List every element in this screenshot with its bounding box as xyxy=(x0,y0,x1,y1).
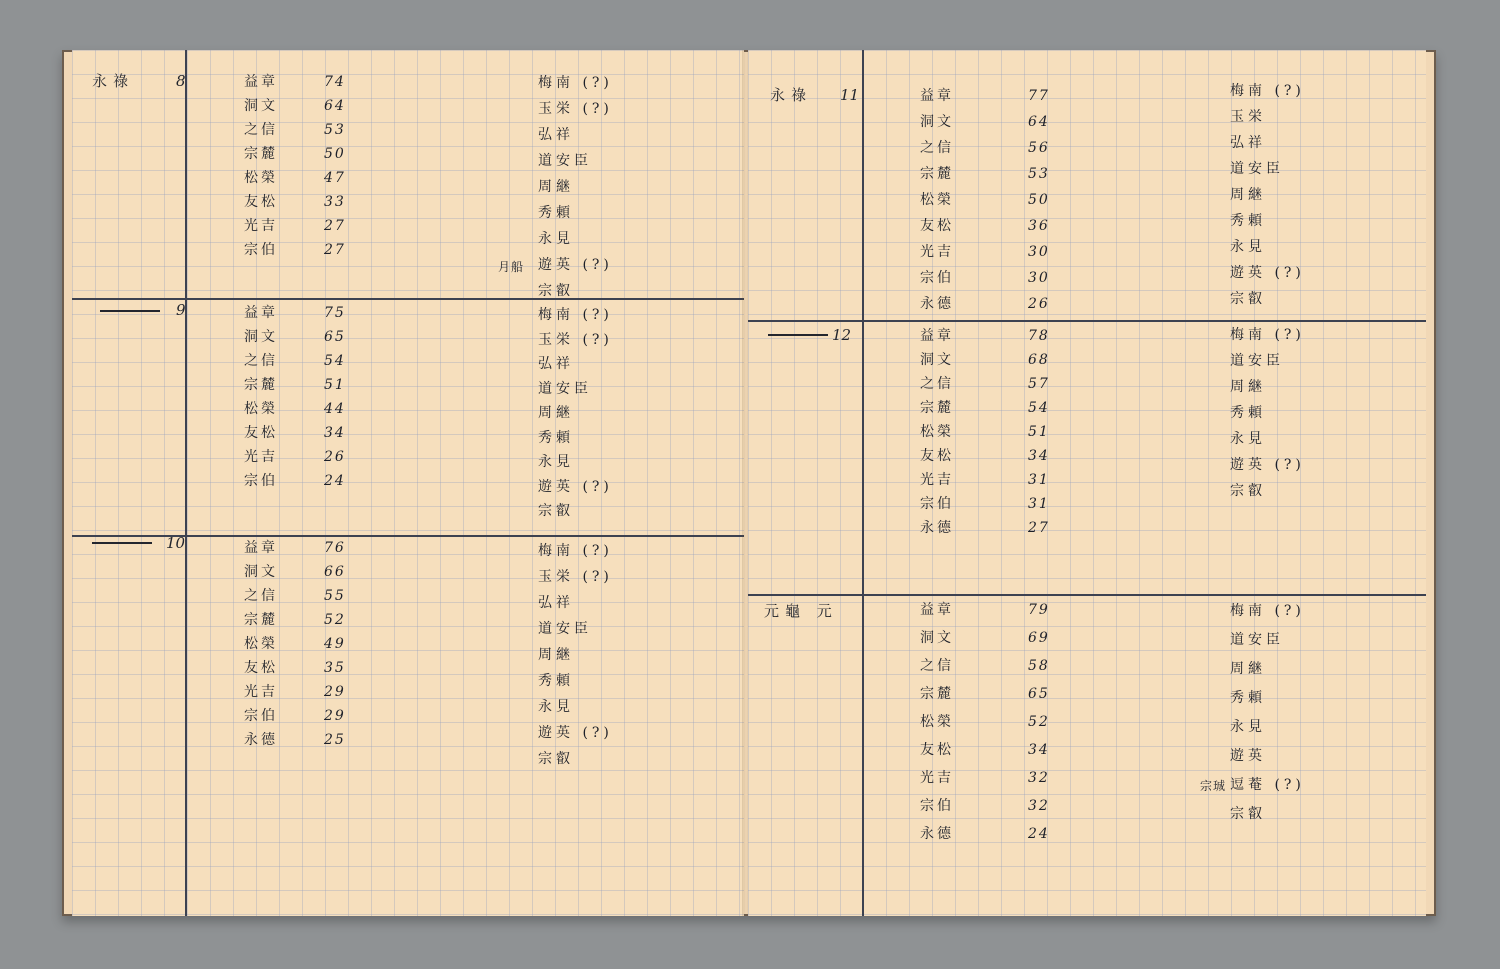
age-entry: 66 xyxy=(324,564,346,580)
age-column xyxy=(1028,324,1050,540)
age-entry: 34 xyxy=(1028,448,1050,464)
secondary-name-entry: 遊英 (?) xyxy=(1230,265,1305,281)
name-entry: 洞文 xyxy=(244,98,278,114)
secondary-name-entry: 秀頼 xyxy=(538,673,574,689)
name-column xyxy=(244,536,278,752)
name-entry: 永德 xyxy=(244,732,278,748)
secondary-name-entry: 宗叡 xyxy=(1230,806,1266,822)
age-entry: 65 xyxy=(324,329,346,345)
secondary-name-entry: 玉栄 (?) xyxy=(538,101,613,117)
age-entry: 30 xyxy=(1028,244,1050,260)
name-entry: 洞文 xyxy=(920,630,954,646)
age-entry: 25 xyxy=(324,732,346,748)
name-entry: 洞文 xyxy=(920,352,954,368)
repeat-era-dash xyxy=(100,310,160,312)
age-entry: 76 xyxy=(324,540,346,556)
name-entry: 益章 xyxy=(920,88,954,104)
secondary-name-entry: 秀頼 xyxy=(1230,690,1266,706)
age-entry: 33 xyxy=(324,194,346,210)
age-entry: 31 xyxy=(1028,496,1050,512)
secondary-name-column xyxy=(1230,322,1305,504)
age-entry: 52 xyxy=(1028,714,1050,730)
secondary-name-column xyxy=(538,303,613,524)
secondary-name-entry: 梅南 (?) xyxy=(538,543,613,559)
name-entry: 宗麓 xyxy=(920,166,954,182)
name-entry: 松榮 xyxy=(244,636,278,652)
name-column xyxy=(920,324,954,540)
name-entry: 宗麓 xyxy=(920,400,954,416)
name-entry: 永德 xyxy=(920,296,954,312)
age-entry: 53 xyxy=(324,122,346,138)
name-entry: 松榮 xyxy=(244,170,278,186)
age-entry: 51 xyxy=(324,377,346,393)
age-entry: 58 xyxy=(1028,658,1050,674)
secondary-name-entry: 遊英 xyxy=(1230,748,1266,764)
secondary-name-entry: 道安臣 xyxy=(1230,161,1284,177)
name-entry: 友松 xyxy=(920,218,954,234)
name-entry: 宗伯 xyxy=(244,708,278,724)
secondary-name-entry: 道安臣 xyxy=(538,153,592,169)
name-entry: 之信 xyxy=(244,353,278,369)
secondary-name-entry: 遊英 (?) xyxy=(1230,457,1305,473)
secondary-name-entry: 遊英 (?) xyxy=(538,257,613,273)
secondary-name-entry: 秀頼 xyxy=(1230,213,1266,229)
name-column xyxy=(920,84,954,318)
name-entry: 宗麓 xyxy=(244,377,278,393)
name-entry: 宗伯 xyxy=(244,473,278,489)
secondary-name-entry: 遊英 (?) xyxy=(538,725,613,741)
name-entry: 松榮 xyxy=(920,424,954,440)
secondary-name-column xyxy=(538,538,613,772)
secondary-name-entry: 宗叡 xyxy=(538,751,574,767)
age-entry: 79 xyxy=(1028,602,1050,618)
age-entry: 49 xyxy=(324,636,346,652)
age-column xyxy=(1028,84,1050,318)
age-entry: 50 xyxy=(1028,192,1050,208)
secondary-name-entry: 永見 xyxy=(1230,239,1266,255)
name-entry: 光吉 xyxy=(920,472,954,488)
age-entry: 32 xyxy=(1028,770,1050,786)
repeat-era-dash xyxy=(92,542,152,544)
age-entry: 36 xyxy=(1028,218,1050,234)
age-column xyxy=(324,70,346,262)
age-entry: 69 xyxy=(1028,630,1050,646)
name-column xyxy=(244,70,278,262)
age-column xyxy=(1028,598,1050,850)
name-entry: 益章 xyxy=(244,305,278,321)
secondary-name-entry: 宗叡 xyxy=(538,283,574,299)
secondary-name-entry: 永見 xyxy=(538,231,574,247)
age-entry: 26 xyxy=(324,449,346,465)
year-label: 8 xyxy=(176,72,186,90)
name-entry: 松榮 xyxy=(920,714,954,730)
name-entry: 之信 xyxy=(920,140,954,156)
name-entry: 光吉 xyxy=(920,770,954,786)
secondary-name-entry: 周継 xyxy=(1230,379,1266,395)
age-entry: 65 xyxy=(1028,686,1050,702)
secondary-name-entry: 永見 xyxy=(538,699,574,715)
name-entry: 松榮 xyxy=(244,401,278,417)
secondary-name-entry: 逗菴 (?) xyxy=(1230,777,1305,793)
name-entry: 宗伯 xyxy=(244,242,278,258)
name-entry: 光吉 xyxy=(244,684,278,700)
name-entry: 之信 xyxy=(244,588,278,604)
secondary-name-entry: 秀頼 xyxy=(538,429,574,446)
secondary-name-entry: 宗叡 xyxy=(538,503,574,519)
name-entry: 宗伯 xyxy=(920,270,954,286)
age-entry: 27 xyxy=(324,242,346,258)
name-entry: 益章 xyxy=(920,602,954,618)
secondary-name-entry: 周継 xyxy=(538,179,574,195)
age-entry: 50 xyxy=(324,146,346,162)
secondary-name-column xyxy=(538,70,613,304)
age-column xyxy=(324,301,346,493)
age-entry: 55 xyxy=(324,588,346,604)
year-label: 11 xyxy=(840,86,860,104)
secondary-name-entry: 宗叡 xyxy=(1230,291,1266,307)
age-entry: 74 xyxy=(324,74,346,90)
secondary-name-entry: 玉栄 (?) xyxy=(538,331,613,348)
era-label: 元龜 元 xyxy=(764,602,838,620)
age-entry: 29 xyxy=(324,684,346,700)
age-entry: 24 xyxy=(324,473,346,489)
secondary-name-entry: 道安臣 xyxy=(1230,632,1284,648)
secondary-name-entry: 玉栄 xyxy=(1230,109,1266,125)
name-entry: 之信 xyxy=(920,376,954,392)
left-page xyxy=(72,50,744,916)
name-entry: 友松 xyxy=(244,660,278,676)
age-entry: 34 xyxy=(324,425,346,441)
secondary-name-entry: 永見 xyxy=(1230,431,1266,447)
age-entry: 30 xyxy=(1028,270,1050,286)
secondary-name-entry: 遊英 (?) xyxy=(538,478,613,495)
secondary-name-entry: 梅南 (?) xyxy=(1230,327,1305,343)
left-margin-rule xyxy=(185,50,187,916)
repeat-era-dash xyxy=(768,334,828,336)
secondary-name-entry: 弘祥 xyxy=(1230,135,1266,151)
divider-rule xyxy=(748,594,1426,596)
age-entry: 32 xyxy=(1028,798,1050,814)
secondary-name-entry: 弘祥 xyxy=(538,127,574,143)
era-label: 永祿 xyxy=(770,86,813,104)
name-entry: 光吉 xyxy=(244,449,278,465)
age-entry: 77 xyxy=(1028,88,1050,104)
name-entry: 宗麓 xyxy=(244,146,278,162)
age-entry: 44 xyxy=(324,401,346,417)
name-entry: 友松 xyxy=(244,425,278,441)
secondary-name-entry: 梅南 (?) xyxy=(538,75,613,91)
secondary-name-entry: 梅南 (?) xyxy=(1230,603,1305,619)
secondary-name-entry: 弘祥 xyxy=(538,595,574,611)
age-entry: 47 xyxy=(324,170,346,186)
name-entry: 宗麓 xyxy=(920,686,954,702)
name-entry: 永德 xyxy=(920,826,954,842)
age-entry: 75 xyxy=(324,305,346,321)
age-entry: 64 xyxy=(1028,114,1050,130)
age-entry: 68 xyxy=(1028,352,1050,368)
name-column xyxy=(920,598,954,850)
right-page xyxy=(748,50,1426,916)
name-entry: 宗伯 xyxy=(920,496,954,512)
secondary-name-entry: 周継 xyxy=(1230,661,1266,677)
name-entry: 宗伯 xyxy=(920,798,954,814)
name-entry: 光吉 xyxy=(244,218,278,234)
secondary-name-entry: 道安臣 xyxy=(1230,353,1284,369)
secondary-name-entry: 玉栄 (?) xyxy=(538,569,613,585)
age-entry: 54 xyxy=(324,353,346,369)
secondary-name-entry: 永見 xyxy=(1230,719,1266,735)
secondary-name-entry: 梅南 (?) xyxy=(1230,83,1305,99)
margin-annotation: 宗珹 xyxy=(1200,779,1227,793)
age-entry: 51 xyxy=(1028,424,1050,440)
year-label: 10 xyxy=(166,534,186,552)
name-entry: 友松 xyxy=(920,742,954,758)
age-entry: 27 xyxy=(324,218,346,234)
age-entry: 56 xyxy=(1028,140,1050,156)
age-entry: 53 xyxy=(1028,166,1050,182)
age-entry: 27 xyxy=(1028,520,1050,536)
name-entry: 洞文 xyxy=(244,564,278,580)
age-entry: 31 xyxy=(1028,472,1050,488)
secondary-name-column xyxy=(1230,78,1305,312)
secondary-name-entry: 道安臣 xyxy=(538,621,592,637)
name-entry: 洞文 xyxy=(920,114,954,130)
secondary-name-entry: 周継 xyxy=(1230,187,1266,203)
name-entry: 光吉 xyxy=(920,244,954,260)
name-entry: 友松 xyxy=(920,448,954,464)
divider-rule xyxy=(72,298,744,300)
divider-rule xyxy=(748,320,1426,322)
secondary-name-entry: 永見 xyxy=(538,454,574,470)
name-entry: 益章 xyxy=(244,540,278,556)
name-entry: 益章 xyxy=(244,74,278,90)
year-label: 9 xyxy=(176,301,186,319)
age-entry: 24 xyxy=(1028,826,1050,842)
name-entry: 之信 xyxy=(244,122,278,138)
age-entry: 26 xyxy=(1028,296,1050,312)
left-margin-rule xyxy=(862,50,864,916)
year-label: 12 xyxy=(832,326,852,344)
notebook-spread xyxy=(62,50,1436,916)
age-entry: 52 xyxy=(324,612,346,628)
secondary-name-entry: 道安臣 xyxy=(538,380,592,397)
secondary-name-entry: 梅南 (?) xyxy=(538,307,613,323)
name-column xyxy=(244,301,278,493)
age-entry: 57 xyxy=(1028,376,1050,392)
secondary-name-entry: 秀頼 xyxy=(538,205,574,221)
age-entry: 64 xyxy=(324,98,346,114)
margin-annotation: 月船 xyxy=(498,260,525,274)
name-entry: 永德 xyxy=(920,520,954,536)
secondary-name-entry: 宗叡 xyxy=(1230,483,1266,499)
age-column xyxy=(324,536,346,752)
secondary-name-column xyxy=(1230,598,1305,830)
name-entry: 友松 xyxy=(244,194,278,210)
name-entry: 宗麓 xyxy=(244,612,278,628)
age-entry: 29 xyxy=(324,708,346,724)
age-entry: 35 xyxy=(324,660,346,676)
name-entry: 益章 xyxy=(920,328,954,344)
age-entry: 34 xyxy=(1028,742,1050,758)
name-entry: 洞文 xyxy=(244,329,278,345)
name-entry: 松榮 xyxy=(920,192,954,208)
secondary-name-entry: 弘祥 xyxy=(538,356,574,372)
secondary-name-entry: 周継 xyxy=(538,647,574,663)
era-label: 永祿 xyxy=(92,72,135,90)
secondary-name-entry: 周継 xyxy=(538,405,574,421)
age-entry: 54 xyxy=(1028,400,1050,416)
name-entry: 之信 xyxy=(920,658,954,674)
age-entry: 78 xyxy=(1028,328,1050,344)
secondary-name-entry: 秀頼 xyxy=(1230,405,1266,421)
